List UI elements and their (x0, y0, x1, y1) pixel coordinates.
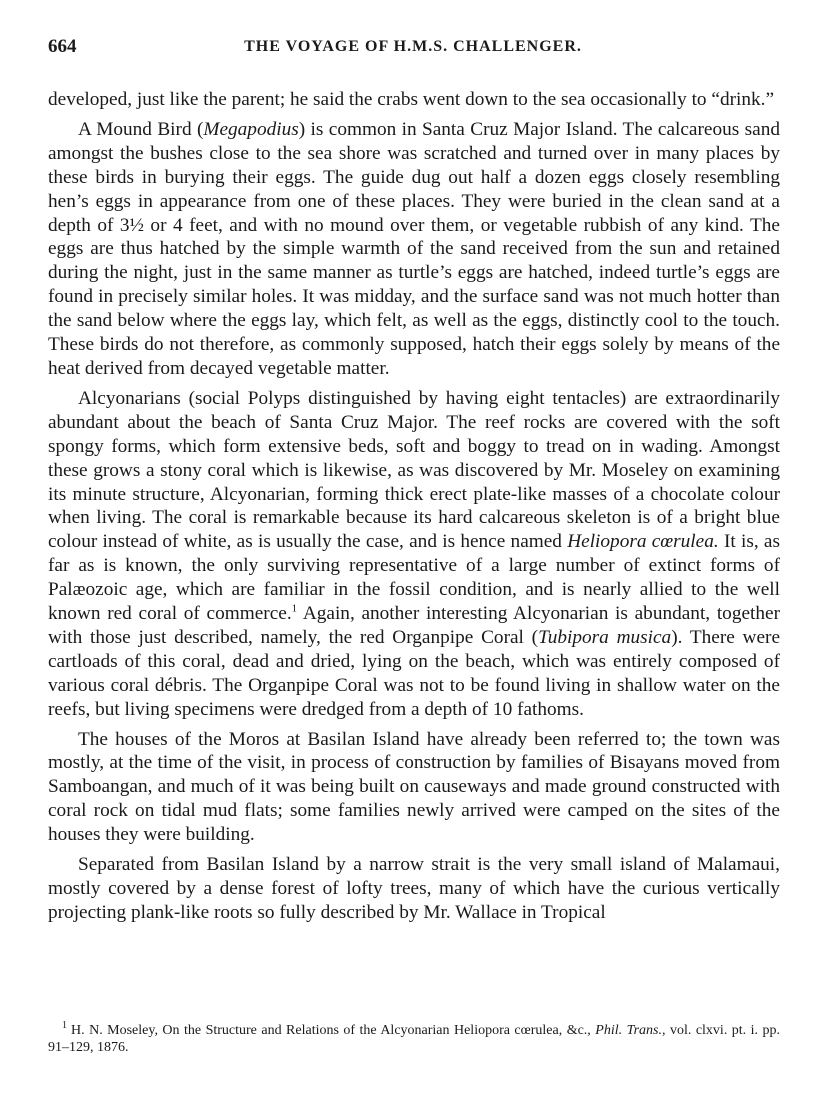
italic-species-name: Megapodius (203, 118, 299, 140)
footnote-mark: 1 (62, 1020, 67, 1032)
paragraph-text: Again, another interesting Alcyonarian is abundant, together with those just described, namely, the red Organpipe Coral ( (48, 603, 781, 648)
paragraph-moros-houses: The houses of the Moros at Basilan Island have already been referred to; the town was mostly, at the time of the visit, in process of construction by families of Bisayans moved from Samboangan, and much of it was being built on causeways and made ground constructed with coral rock on tidal mud flats; some families newly arrived were camped on the sites of the houses they were building. (48, 728, 780, 846)
footnote-italic-journal: Phil. Trans. (595, 1023, 662, 1038)
paragraph-malamaui: Separated from Basilan Island by a narrow strait is the very small island of Malamaui, mostly covered by a dense forest of lofty trees, many of which have the curious vertically projecting plank-like roots so fully described by Mr. Wallace in Tropical (48, 854, 780, 923)
footnote-text: H. N. Moseley, On the Structure and Relations of the Alcyonarian Heliopora cœrulea, &c., (71, 1023, 596, 1038)
italic-species-name: Tubipora musica (538, 626, 672, 648)
paragraph-alcyonarians (48, 387, 780, 722)
paragraph-text: ). There were cartloads of this coral, dead and dried, lying on the beach, which was entirely composed of various coral débris. The Organpipe Coral was not to be found living in shallow water on the reefs, but living specimens were dredged from a depth of 10 fathoms. (48, 626, 781, 720)
paragraph-text: ) is common in Santa Cruz Major Island. The calcareous sand amongst the bushes close to the sea shore was scratched and turned over in many places by these birds in burying their eggs. The guide dug out half a dozen eggs closely resembling hen’s eggs in appearance from one of these places. They were buried in the clean sand at a depth of 3½ or 4 feet, and with no mound over them, or vegetable rubbish of any kind. The eggs are thus hatched by the simple warmth of the sand received from the sun and retained during the night, just in the same manner as turtle’s eggs are hatched, indeed turtle’s eggs are found in precisely similar holes. It was midday, and the surface sand was not much hotter than the sand below where the eggs lay, which felt, as well as the eggs, distinctly cool to the touch. These birds do not therefore, as commonly supposed, hatch their eggs solely by means of the heat derived from decayed vegetable matter. (48, 118, 780, 379)
footnote-1 (48, 1022, 780, 1056)
paragraph-text: A Mound Bird ( (78, 118, 204, 140)
paragraph-continuation: developed, just like the parent; he said the crabs went down to the sea occasionally to “drink.” (48, 89, 775, 110)
footnote-reference[interactable]: 1 (291, 602, 298, 615)
paragraph-text: Alcyonarians (social Polyps distinguished by having eight tentacles) are extraordinarily abundant about the beach of Santa Cruz Major. The reef rocks are covered with the soft spongy forms, which form extensive beds, soft and boggy to tread on in wading. Amongst these grows a stony coral which is likewise, as was discovered by Mr. Moseley on examining its minute structure, Alcyonarian, forming thick erect plate-like masses of a chocolate colour when living. The coral is remarkable because its hard calcareous skeleton is of a bright blue colour instead of white, as is usually the case, and is hence named (48, 387, 780, 553)
italic-species-name: Heliopora cœrulea. (567, 531, 719, 553)
running-title: THE VOYAGE OF H.M.S. CHALLENGER. (244, 38, 582, 55)
body-text (48, 88, 780, 925)
paragraph-text: It is, as far as is known, the only surviving representative of a large number of extinct forms of Palæozoic age, which are familiar in the fossil condition, and is nearly allied to the well known red coral of commerce. (48, 531, 780, 625)
footnote-text: , vol. clxvi. pt. i. pp. 91–129, 1876. (48, 1023, 780, 1055)
paragraph-mound-bird (48, 118, 780, 381)
page-header (48, 36, 778, 66)
footnotes (48, 1022, 780, 1056)
page-number: 664 (48, 36, 77, 57)
